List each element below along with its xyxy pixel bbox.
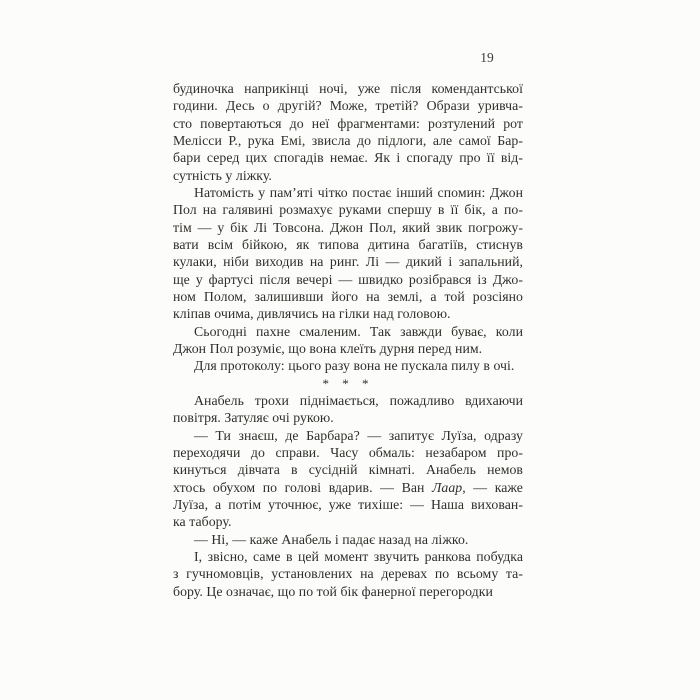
text-line: сутність у ліжку.: [173, 167, 272, 183]
text-line: — Ти знаєш, де Барбара? — запитує Луїза, одразу: [194, 427, 523, 443]
text-line: кинуться дівчата в сусідній кімнаті. Анабель немов: [173, 462, 523, 478]
text-line: ка табору.: [173, 514, 232, 530]
text-line: переходячи до справи. Часу обмаль: незабаром про-: [173, 444, 523, 460]
text-line: Сьогодні пахне смаленим. Так завжди буває, коли: [194, 323, 523, 339]
text-line: ном Полом, залишивши його на землі, а той розсіяно: [173, 288, 523, 304]
paragraph: [173, 184, 523, 323]
text-line: години. Десь о другій? Може, третій? Образи уривча-: [173, 98, 523, 114]
text-line: Для протоколу: цього разу вона не пускала пилу в очі.: [194, 358, 515, 374]
italic-text: Лаар: [431, 479, 463, 495]
paragraph: [173, 323, 523, 358]
text-line: бору. Це означає, що по той бік фанерної перегородки: [173, 583, 493, 599]
text-line: тім — у бік Лі Товсона. Джон Пол, який звик погрожу-: [173, 219, 523, 235]
text-line: Пол на галявині розмахує руками спершу в її бік, а по-: [173, 202, 523, 218]
text-line: повітря. Затуляє очі рукою.: [173, 410, 334, 426]
text-line: І, звісно, саме в цей момент звучить ранкова побудка: [194, 548, 523, 564]
paragraph: [173, 531, 523, 548]
text-line: хтось обухом по голові вдарив. — Ван Лаар, — каже: [173, 479, 523, 495]
text-line: Луїза, а потім уточнює, уже тихіше: — Наша вихован-: [173, 496, 523, 512]
text-line: — Ні, — каже Анабель і падає назад на ліжко.: [194, 531, 469, 547]
text-line: будиночка наприкінці ночі, уже після комендантської: [173, 81, 523, 96]
paragraph: [173, 80, 523, 184]
text-line: з гучномовців, установлених на деревах по всьому та-: [173, 566, 523, 582]
text-line: вати всім бійкою, як типова дитина багатіїв, стиснув: [173, 236, 523, 252]
section-separator: * * *: [322, 375, 374, 391]
text-line: Натомість у пам’яті чітко постає інший спомин: Джон: [194, 184, 523, 200]
text-line: Анабель трохи піднімається, пожадливо вдихаючи: [194, 392, 523, 408]
text-line: Мелісси Р., рука Емі, звисла до підлоги, але самої Бар-: [173, 132, 523, 148]
text-line: кулаки, ніби виходив на ринг. Лі — дикий і запальний,: [173, 254, 523, 270]
body-text: [173, 80, 523, 600]
text-line: Джон Пол розуміє, що вона клеїть дурня перед ним.: [173, 340, 483, 356]
paragraph: [173, 392, 523, 427]
paragraph: [173, 548, 523, 600]
paragraph: [173, 357, 523, 374]
paragraph: [173, 427, 523, 531]
text-line: сто повертаються до неї фрагментами: розтулений рот: [173, 115, 523, 131]
text-line: кліпав очима, дивлячись на гілки над головою.: [173, 306, 451, 322]
text-line: бари серед цих спогадів немає. Як і спогаду про її від-: [173, 150, 523, 166]
text-line: ще у фартусі після вечері — швидко розібрався із Джо-: [173, 271, 523, 287]
page-number: 19: [480, 50, 494, 65]
